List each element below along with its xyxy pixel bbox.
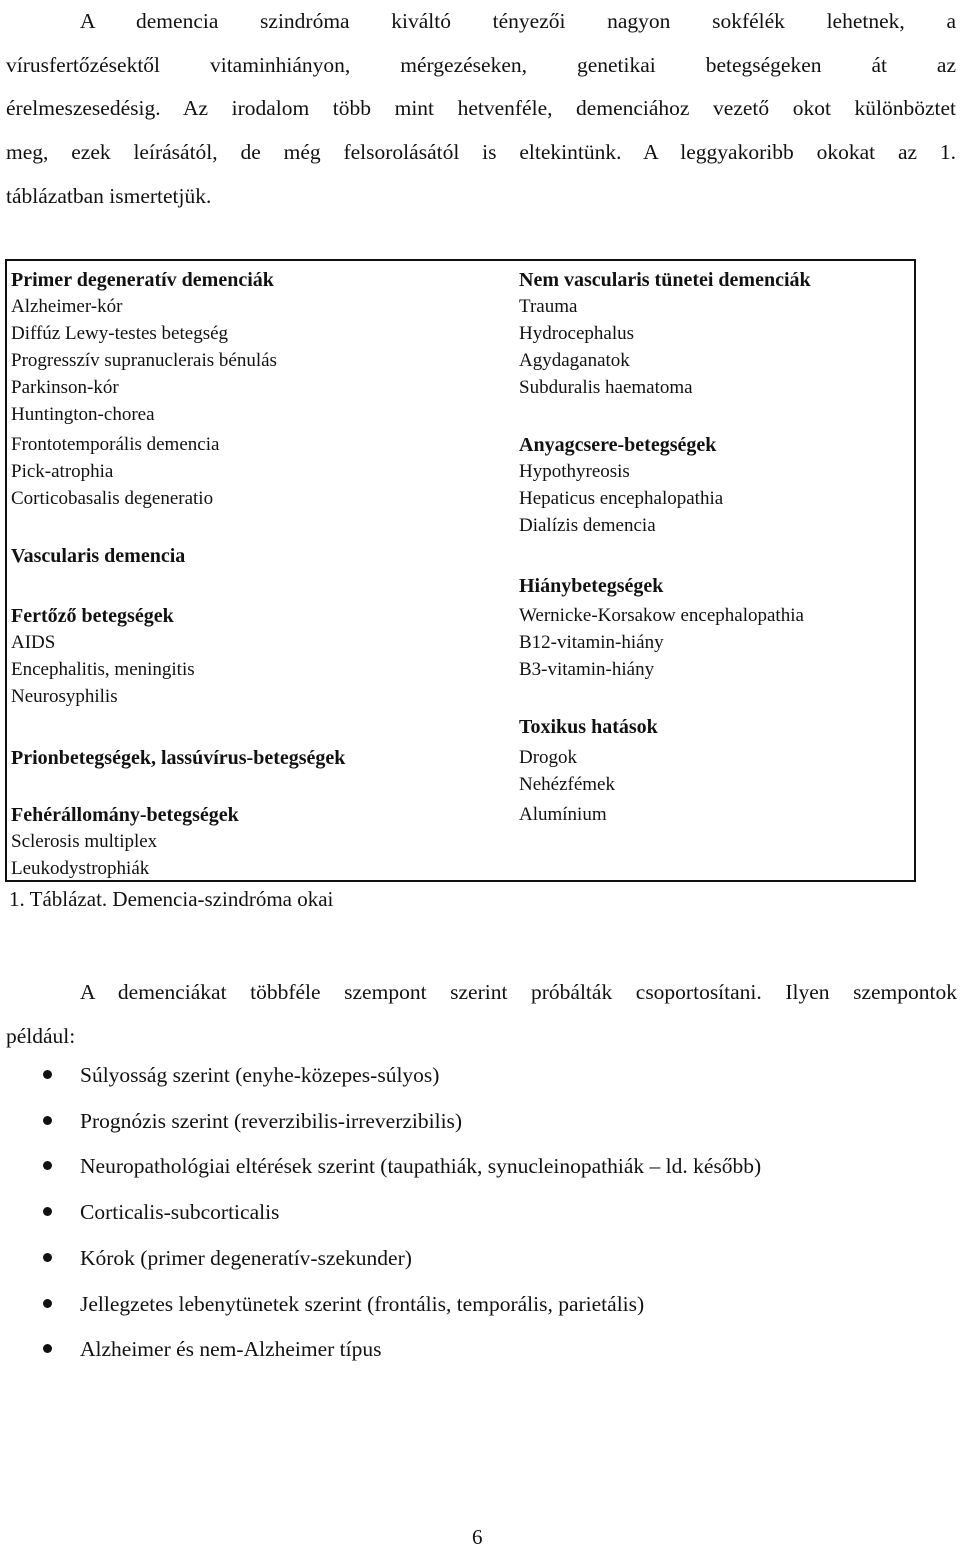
table-category-heading: Nem vascularis tünetei demenciák [519, 269, 811, 291]
table-caption: 1. Táblázat. Demencia-szindróma okai [9, 887, 334, 911]
table-cause-item: Alumínium [519, 804, 607, 825]
list-item-text: Súlyosság szerint (enyhe-közepes-súlyos) [80, 1063, 440, 1087]
causes-table [5, 259, 916, 882]
table-category-heading: Fehérállomány-betegségek [11, 804, 239, 826]
table-cause-item: B12-vitamin-hiány [519, 632, 664, 653]
list-item-text: Jellegzetes lebenytünetek szerint (frontális, temporális, parietális) [80, 1291, 645, 1316]
table-cause-item: Frontotemporális demencia [11, 434, 220, 455]
intro-line: táblázatban ismertetjük. [6, 183, 212, 208]
page-number: 6 [472, 1525, 483, 1549]
classification-paragraph [6, 970, 957, 1058]
table-cause-item: Leukodystrophiák [11, 858, 150, 879]
intro-line: meg, ezek leírásától, de még felsorolásától is eltekintünk. A leggyakoribb okokat az 1. [6, 140, 956, 165]
table-category-heading: Anyagcsere-betegségek [519, 434, 717, 456]
bullet-icon [43, 1207, 52, 1216]
table-cause-item: Parkinson-kór [11, 377, 119, 398]
table-cause-item: Trauma [519, 296, 578, 317]
table-cause-item: AIDS [11, 632, 56, 653]
bullet-icon [43, 1161, 52, 1170]
table-cause-item: Subduralis haematoma [519, 377, 693, 398]
table-category-heading: Vascularis demencia [11, 545, 186, 567]
table-cause-item: Progresszív supranuclerais bénulás [11, 350, 277, 371]
table-cause-item: Hydrocephalus [519, 323, 635, 344]
table-cause-item: Sclerosis multiplex [11, 831, 158, 852]
table-cause-item: Hypothyreosis [519, 461, 630, 482]
bullet-icon [43, 1116, 52, 1125]
table-category-heading: Prionbetegségek, lassúvírus-betegségek [11, 747, 346, 769]
paragraph-line: például: [6, 1024, 76, 1048]
paragraph-line: A demenciákat többféle szempont szerint próbálták csoportosítani. Ilyen szempontok [80, 980, 957, 1004]
table-cause-item: B3-vitamin-hiány [519, 659, 655, 680]
list-item-text: Neuropathológiai eltérések szerint (taupathiák, synucleinopathiák – ld. később) [80, 1154, 762, 1179]
list-item-text: Alzheimer és nem-Alzheimer típus [80, 1337, 382, 1362]
table-cause-item: Nehézfémek [519, 774, 615, 795]
intro-line: A demencia szindróma kiváltó tényezői nagyon sokfélék lehetnek, a [80, 9, 956, 33]
bullet-icon [43, 1070, 52, 1079]
intro-paragraph [6, 0, 956, 219]
list-item-text: Prognózis szerint (reverzibilis-irreverzibilis) [80, 1108, 463, 1133]
table-cause-item: Encephalitis, meningitis [11, 659, 195, 680]
bullet-icon [43, 1253, 52, 1262]
table-category-heading: Fertőző betegségek [11, 605, 174, 627]
table-cause-item: Hepaticus encephalopathia [519, 488, 724, 509]
table-cause-item: Corticobasalis degeneratio [11, 488, 214, 509]
bullet-icon [43, 1344, 52, 1353]
table-cause-item: Wernicke-Korsakow encephalopathia [519, 605, 804, 626]
table-cause-item: Diffúz Lewy-testes betegség [11, 323, 229, 344]
intro-line: vírusfertőzésektől vitaminhiányon, mérgezéseken, genetikai betegségeken át az [6, 52, 956, 77]
list-item-text: Kórok (primer degeneratív-szekunder) [80, 1245, 412, 1270]
bullet-icon [43, 1299, 52, 1308]
table-cause-item: Drogok [519, 747, 578, 768]
table-cause-item: Huntington-chorea [11, 404, 155, 425]
table-cause-item: Agydaganatok [519, 350, 630, 371]
table-cause-item: Neurosyphilis [11, 686, 118, 707]
intro-line: érelmeszesedésig. Az irodalom több mint hetvenféle, demenciához vezető okot különböztet [6, 96, 956, 121]
table-cause-item: Pick-atrophia [11, 461, 114, 482]
list-item-text: Corticalis-subcorticalis [80, 1200, 280, 1225]
table-category-heading: Toxikus hatások [519, 716, 658, 738]
table-category-heading: Primer degeneratív demenciák [11, 269, 274, 291]
table-cause-item: Alzheimer-kór [11, 296, 123, 317]
table-cause-item: Dialízis demencia [519, 515, 656, 536]
table-category-heading: Hiánybetegségek [519, 575, 664, 597]
